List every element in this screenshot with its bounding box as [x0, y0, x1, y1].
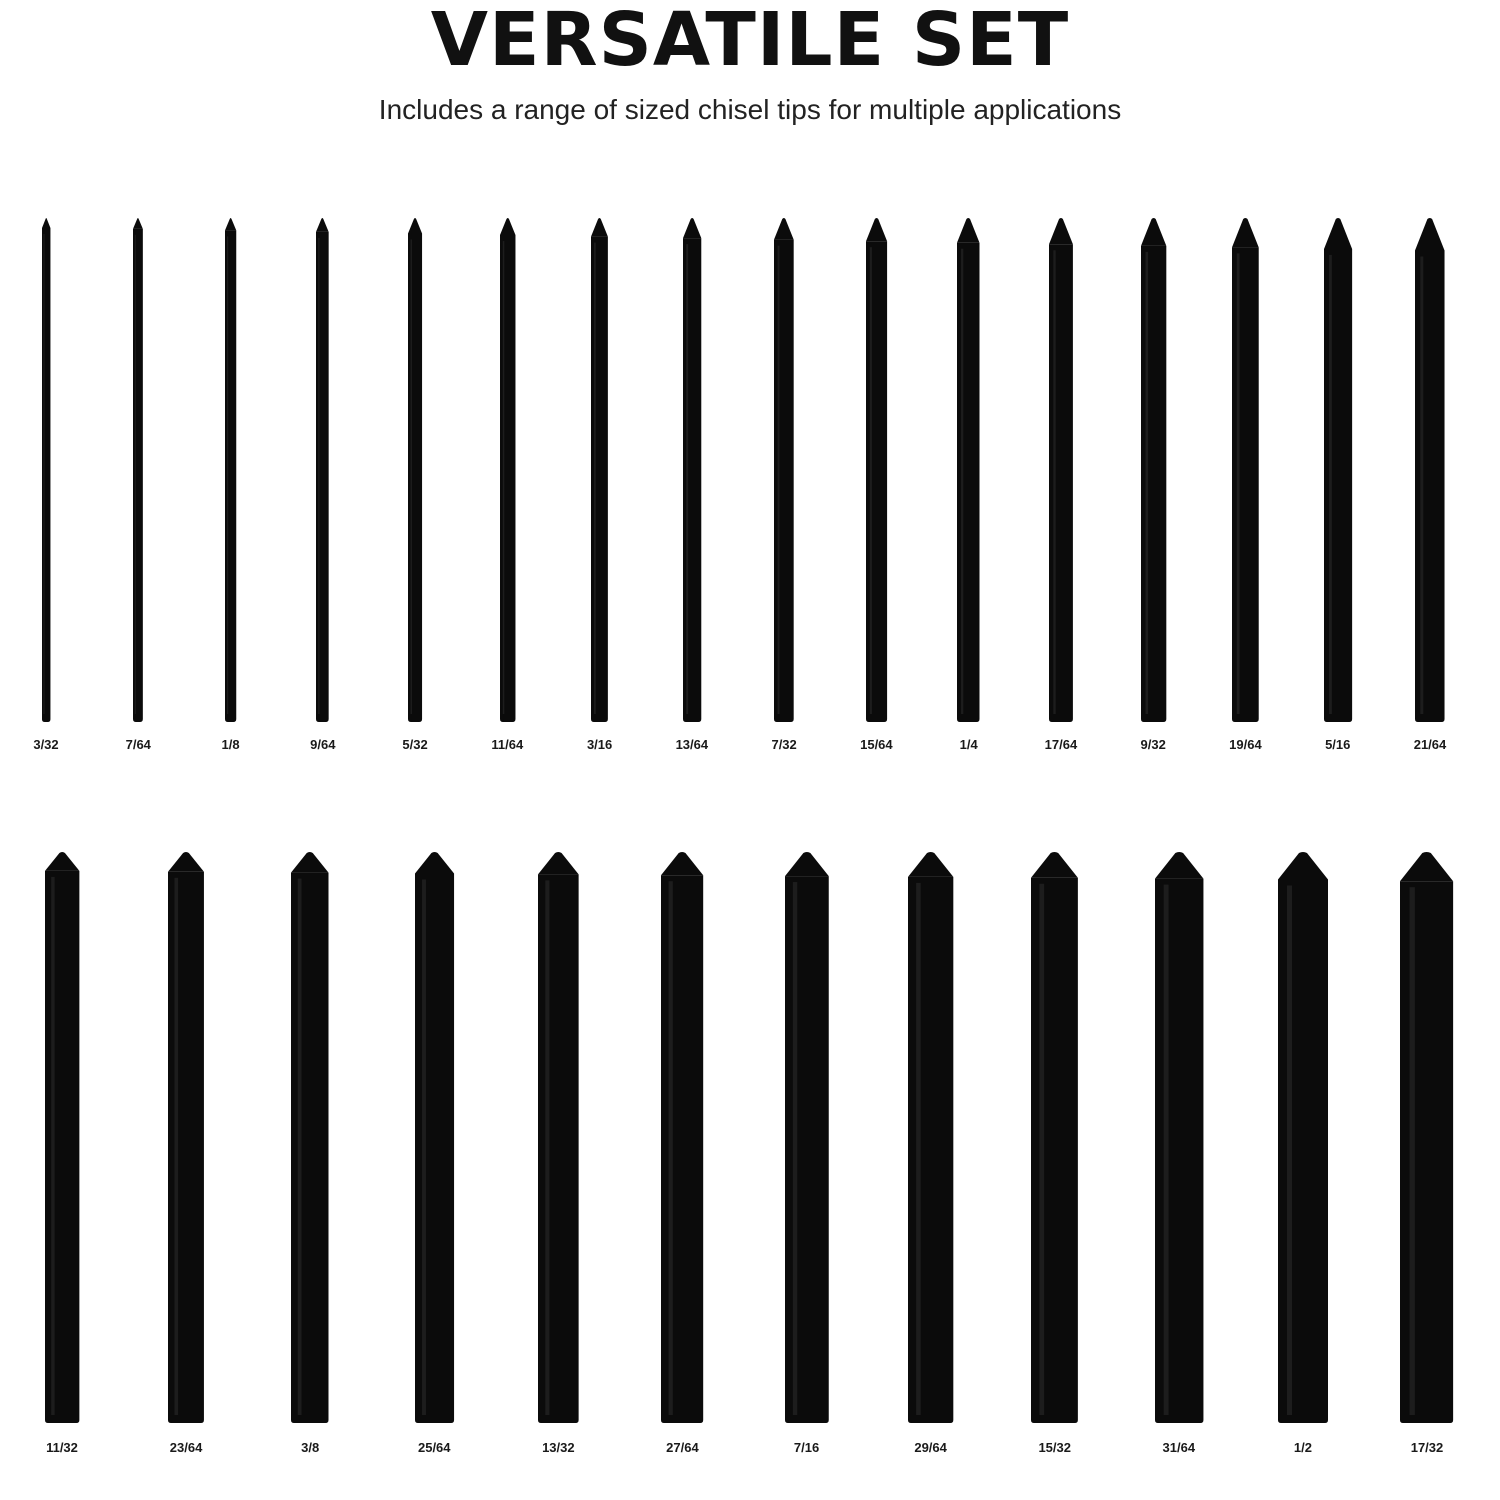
pin-tip [316, 218, 329, 232]
pin-shaft [957, 243, 980, 722]
pin-shaft-highlight [1237, 253, 1240, 714]
pin-punch-11-64 [498, 212, 517, 726]
pin-size-label: 21/64 [1413, 737, 1447, 752]
pin-shaft-highlight [1410, 887, 1415, 1415]
pin-size-label: 25/64 [417, 1440, 451, 1455]
pin-tip [500, 218, 515, 235]
pin-punch-shape [681, 212, 703, 726]
pin-punch-shape [131, 212, 145, 726]
pin-shaft-highlight [135, 235, 136, 714]
pin-shaft [225, 230, 236, 722]
pin-punch-shape [783, 848, 831, 1427]
pin-punch-shape [906, 848, 955, 1427]
pin-size-label: 17/64 [1044, 737, 1078, 752]
pin-shaft [1141, 246, 1166, 722]
pin-punch-shape [1153, 848, 1205, 1427]
pin-shaft-highlight [1053, 250, 1055, 714]
pin-punch-5-16 [1322, 212, 1354, 726]
pin-punch-shape [43, 848, 81, 1427]
pin-shaft-highlight [545, 880, 549, 1415]
pin-size-label: 5/32 [402, 737, 428, 752]
pin-punch-17-32 [1398, 848, 1455, 1427]
pin-size-label: 5/16 [1325, 737, 1351, 752]
pin-punch-9-64 [314, 212, 331, 726]
pin-size-label: 17/32 [1410, 1440, 1444, 1455]
pin-punch-shape [1029, 848, 1080, 1427]
pin-punch-shape [1139, 212, 1168, 726]
pin-punch-11-32 [43, 848, 81, 1427]
pin-shaft-highlight [686, 244, 688, 714]
pin-punch-15-64 [864, 212, 889, 726]
pin-punch-shape [1047, 212, 1075, 726]
pin-shaft [774, 240, 794, 722]
pin-tip [866, 218, 887, 241]
pin-punch-shape [1398, 848, 1455, 1427]
pin-punch-shape [40, 212, 52, 726]
pin-shaft [168, 872, 204, 1423]
pin-punch-7-64 [131, 212, 145, 726]
pin-shaft-highlight [1421, 256, 1424, 714]
pin-shaft-highlight [319, 238, 320, 714]
pin-tip [538, 852, 579, 874]
pin-tip [1324, 218, 1352, 249]
pin-size-label: 15/64 [860, 737, 893, 752]
pin-punch-1-8 [223, 212, 238, 726]
pin-shaft-highlight [1145, 252, 1148, 714]
pin-size-label: 19/64 [1229, 737, 1262, 752]
pin-punch-shape [772, 212, 796, 726]
pin-size-label: 9/64 [310, 737, 336, 752]
pin-row-large-sizes [0, 848, 1500, 1464]
pin-shaft [591, 237, 608, 722]
pin-shaft-highlight [1287, 886, 1292, 1416]
pin-tip [1232, 218, 1259, 247]
pin-tip [683, 218, 701, 238]
pin-size-label: 11/64 [491, 737, 524, 752]
pin-size-label: 1/4 [959, 737, 978, 752]
pin-shaft [1415, 250, 1445, 722]
pin-shaft-highlight [669, 881, 673, 1415]
pin-size-label: 1/8 [221, 737, 240, 752]
pin-shaft [661, 875, 703, 1423]
pin-punch-shape [314, 212, 331, 726]
pin-shaft-highlight [502, 241, 504, 714]
pin-size-label: 27/64 [666, 1440, 699, 1455]
pin-shaft-highlight [1329, 255, 1332, 714]
pin-shaft [1400, 881, 1453, 1423]
pin-shaft-highlight [961, 249, 963, 714]
pin-tip [1155, 852, 1203, 879]
pin-size-label: 15/32 [1038, 1440, 1071, 1455]
pin-punch-17-64 [1047, 212, 1075, 726]
pin-punch-shape [1413, 212, 1447, 726]
pin-punch-shape [1322, 212, 1354, 726]
pin-punch-3-16 [589, 212, 610, 726]
pin-punch-21-64 [1413, 212, 1447, 726]
pin-shaft [1232, 247, 1259, 722]
pin-punch-shape [498, 212, 517, 726]
pin-punch-shape [289, 848, 331, 1427]
pin-punch-shape [223, 212, 238, 726]
pin-tip [661, 852, 703, 875]
pin-punch-19-64 [1230, 212, 1261, 726]
pin-size-label: 7/64 [125, 737, 151, 752]
pin-size-label: 31/64 [1162, 1440, 1196, 1455]
pin-punch-7-32 [772, 212, 796, 726]
pin-shaft [1324, 249, 1352, 722]
pin-shaft [42, 228, 50, 722]
pin-tip [168, 852, 204, 872]
page-subtitle: Includes a range of sized chisel tips for multiple applications [378, 94, 1122, 125]
pin-tip [133, 218, 143, 229]
pin-shaft-highlight [870, 247, 872, 714]
pin-punch-shape [406, 212, 424, 726]
pin-shaft-highlight [227, 236, 228, 714]
pin-size-label: 13/64 [675, 737, 709, 752]
pin-shaft [1278, 880, 1328, 1424]
pin-shaft-highlight [778, 246, 780, 714]
pin-size-label: 7/32 [771, 737, 797, 752]
pin-tip [291, 852, 329, 873]
pin-shaft-highlight [43, 234, 44, 714]
pin-shaft-highlight [298, 879, 302, 1415]
pin-shaft-highlight [51, 877, 54, 1415]
pin-shaft [538, 874, 579, 1423]
pin-tip [1400, 852, 1453, 881]
pin-punch-shape [864, 212, 889, 726]
pin-shaft-highlight [594, 243, 596, 714]
pin-punch-15-32 [1029, 848, 1080, 1427]
pin-punch-27-64 [659, 848, 705, 1427]
pin-tip [45, 852, 79, 871]
pin-tip [225, 218, 236, 230]
pin-tip [591, 218, 608, 237]
pin-row-small-sizes [0, 212, 1500, 761]
pin-punch-shape [413, 848, 456, 1427]
pin-shaft [500, 235, 515, 722]
pin-shaft [683, 238, 701, 722]
pin-shaft-highlight [411, 239, 412, 714]
pin-shaft-highlight [422, 879, 426, 1415]
pin-punch-13-32 [536, 848, 581, 1427]
pin-tip [1049, 218, 1073, 244]
pin-size-label: 9/32 [1140, 737, 1166, 752]
pin-tip [415, 852, 454, 873]
pin-tip [774, 218, 794, 240]
pin-tip [957, 218, 980, 243]
pin-punch-31-64 [1153, 848, 1205, 1427]
pin-size-label: 29/64 [914, 1440, 947, 1455]
pin-shaft [45, 871, 79, 1423]
pin-tip [908, 852, 953, 877]
pin-punch-25-64 [413, 848, 456, 1427]
pin-shaft [1049, 244, 1073, 722]
pin-punch-13-64 [681, 212, 703, 726]
pin-tip [1415, 218, 1445, 250]
pin-punch-shape [1230, 212, 1261, 726]
pin-punch-shape [589, 212, 610, 726]
pin-shaft [908, 877, 953, 1423]
pin-shaft [1031, 878, 1078, 1423]
pin-punch-shape [1276, 848, 1330, 1427]
pin-shaft [316, 232, 329, 722]
pin-size-label: 3/8 [301, 1440, 320, 1455]
pin-punch-23-64 [166, 848, 206, 1427]
page-title: VERSATILE SET [430, 0, 1070, 83]
pin-size-label: 7/16 [793, 1440, 820, 1455]
pin-shaft-highlight [1040, 884, 1045, 1415]
pin-shaft-highlight [1163, 885, 1168, 1415]
pin-punch-shape [536, 848, 581, 1427]
pin-tip [785, 852, 829, 876]
pin-shaft [866, 241, 887, 722]
pin-size-label: 23/64 [169, 1440, 203, 1455]
pin-shaft [291, 873, 329, 1423]
pin-punch-1-2 [1276, 848, 1330, 1427]
pin-punch-shape [659, 848, 705, 1427]
pin-size-label: 3/16 [586, 737, 613, 752]
pin-size-label: 11/32 [46, 1440, 78, 1455]
pin-tip [42, 218, 50, 228]
pin-tip [408, 218, 422, 233]
pin-shaft [415, 873, 454, 1423]
pin-punch-9-32 [1139, 212, 1168, 726]
pin-punch-29-64 [906, 848, 955, 1427]
pin-shaft-highlight [175, 878, 179, 1415]
pin-size-label: 13/32 [542, 1440, 575, 1455]
pin-tip [1141, 218, 1166, 246]
pin-punch-shape [166, 848, 206, 1427]
pin-punch-5-32 [406, 212, 424, 726]
pin-tip [1031, 852, 1078, 878]
pin-shaft [133, 229, 143, 722]
pin-shaft [785, 876, 829, 1423]
pin-punch-1-4 [955, 212, 982, 726]
pin-punch-shape [955, 212, 982, 726]
pin-punch-3-8 [289, 848, 331, 1427]
pin-tip [1278, 852, 1328, 880]
pin-shaft [1155, 879, 1203, 1423]
pin-size-label: 1/2 [1293, 1440, 1312, 1455]
pin-shaft-highlight [916, 883, 921, 1415]
pin-punch-7-16 [783, 848, 831, 1427]
pin-size-label: 3/32 [33, 737, 59, 752]
pin-shaft-highlight [793, 882, 797, 1415]
pin-shaft [408, 233, 422, 722]
pin-punch-3-32 [40, 212, 52, 726]
